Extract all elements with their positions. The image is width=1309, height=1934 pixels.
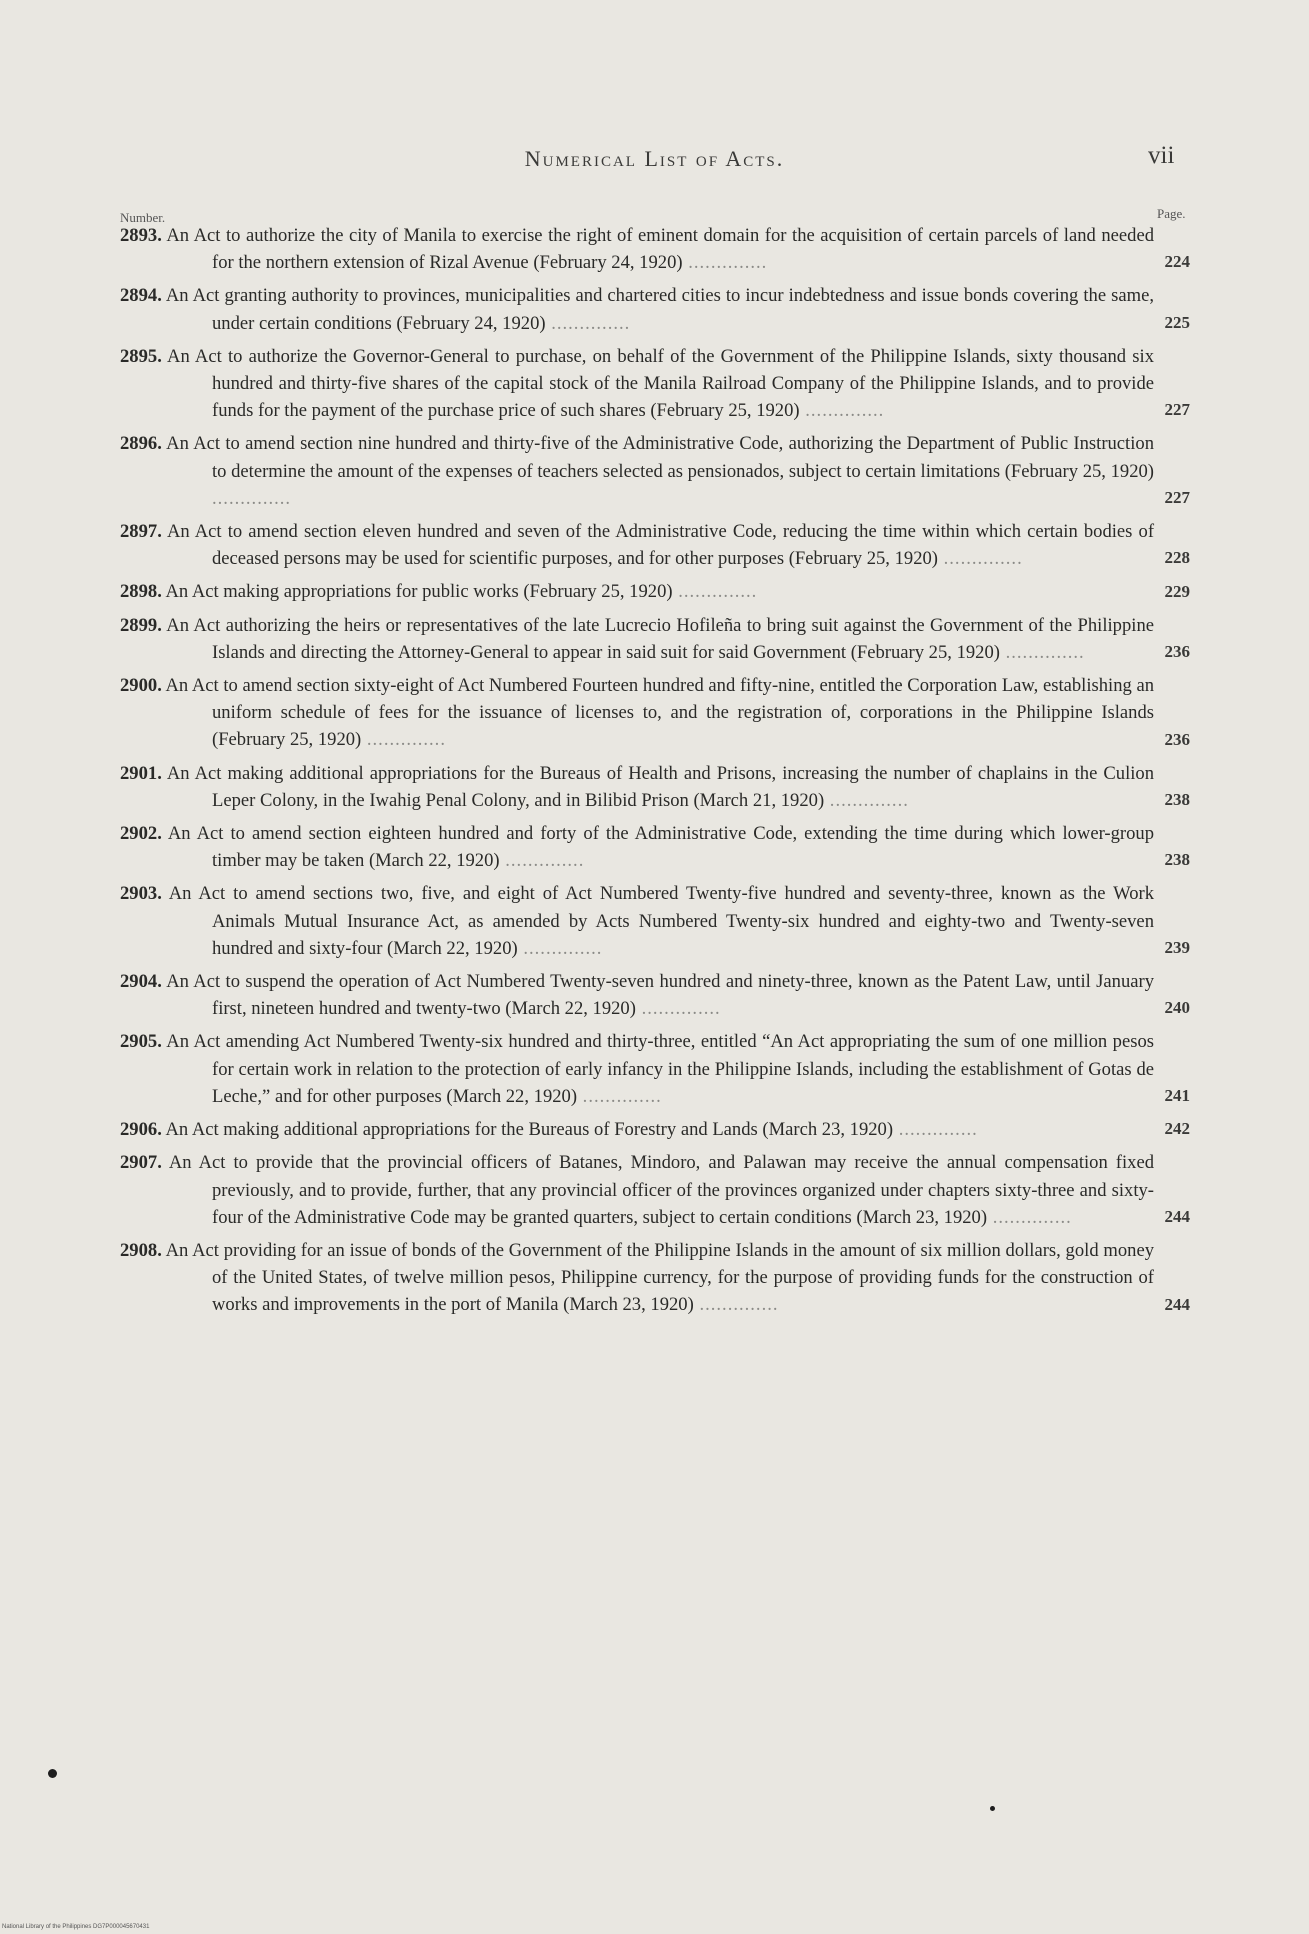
act-entry-body: [120, 1028, 1154, 1110]
act-title: An Act to amend section sixty-eight of Act Numbered Fourteen hundred and fifty-nine, entitled the Corporation Law, establishing an uniform schedule of fees for the issuance of licenses to, and the registration of, corporations in the Philippine Islands (February 25, 1920): [165, 675, 1155, 751]
act-title: An Act making additional appropriations for the Bureaus of Health and Prisons, increasing the number of chaplains in the Culion Leper Colony, in the Iwahig Penal Colony, and in Bilibid Prison (March 21, 1920): [166, 762, 1154, 811]
act-title: An Act amending Act Numbered Twenty-six hundred and thirty-three, entitled “An Act appropriating the sum of one million pesos for certain work in relation to the protection of early infancy in the Philippine Islands, including the establishment of Gotas de Leche,” and for other purposes (March 22, 1920): [166, 1031, 1154, 1107]
page-folio: vii: [1148, 142, 1175, 169]
act-entry-body: [120, 968, 1154, 1022]
dot-leader: ..............: [672, 581, 758, 603]
act-entry-body: [120, 343, 1154, 425]
act-number: 2907.: [120, 1152, 162, 1174]
act-page-number: 227: [1164, 488, 1190, 508]
act-entry: [120, 968, 1200, 1022]
act-number: 2898.: [120, 581, 162, 603]
act-title: An Act providing for an issue of bonds of the Government of the Philippine Islands in the amount of six million dollars, gold money of the United States, of twelve million pesos, Philippine currency, for the purpose of providing funds for the construction of works and improvements in the port of Manila (March 23, 1920): [165, 1239, 1155, 1316]
act-entry: [120, 880, 1200, 962]
act-entry-body: [120, 612, 1154, 666]
act-entry-body: [120, 222, 1154, 276]
act-title: An Act to amend section nine hundred and thirty-five of the Administrative Code, authorizing the Department of Public Instruction to determine the amount of the expenses of teachers selected as pensionados, subject to certain limitations (February 25, 1920): [166, 433, 1154, 482]
act-number: 2908.: [120, 1239, 162, 1261]
act-entry: [120, 1237, 1200, 1319]
act-entry-body: [120, 1149, 1154, 1231]
library-watermark: National Library of the Philippines DG7P000045670431: [2, 1924, 150, 1930]
running-head: Numerical List of Acts.: [524, 146, 785, 171]
act-entry: [120, 343, 1200, 425]
acts-list: [120, 222, 1200, 1325]
act-entry: [120, 578, 1200, 605]
dot-leader: ..............: [893, 1119, 978, 1141]
act-page-number: 225: [1164, 312, 1190, 332]
act-title: An Act to amend section eighteen hundred and forty of the Administrative Code, extending the time during which lower-group timber may be taken (March 22, 1920): [167, 823, 1154, 872]
act-title: An Act to authorize the Governor-General to purchase, on behalf of the Government of the Philippine Islands, sixty thousand six hundred and thirty-five shares of the capital stock of the Manila Railroad Company of the Philippine Islands, and to provide funds for the payment of the purchase price of such shares (February 25, 1920): [167, 345, 1154, 422]
act-page-number: 238: [1164, 850, 1190, 870]
act-page-number: 241: [1164, 1086, 1190, 1106]
dot-leader: ..............: [937, 548, 1023, 570]
dot-leader: ..............: [361, 729, 446, 751]
act-entry: [120, 760, 1200, 814]
act-number: 2895.: [120, 345, 162, 367]
act-page-number: 244: [1164, 1206, 1190, 1226]
act-title: An Act granting authority to provinces, municipalities and chartered cities to incur indebtedness and issue bonds covering the same, under certain conditions (February 24, 1920): [165, 285, 1154, 334]
dot-leader: ..............: [635, 998, 721, 1020]
act-number: 2893.: [120, 225, 162, 246]
act-title: An Act authorizing the heirs or representatives of the late Lucrecio Hofileña to bring suit against the Government of the Philippine Islands and directing the Attorney-General to appear in said suit for said Government (February 25, 1920): [166, 614, 1154, 663]
ink-speck: [48, 1769, 57, 1778]
ink-speck: [990, 1806, 995, 1811]
act-page-number: 228: [1164, 548, 1190, 568]
act-entry-body: [120, 282, 1154, 336]
dot-leader: ..............: [987, 1206, 1072, 1228]
act-entry: [120, 430, 1200, 512]
dot-leader: ..............: [824, 789, 909, 811]
dot-leader: ..............: [499, 850, 585, 872]
act-number: 2899.: [120, 614, 162, 636]
act-title: An Act making appropriations for public works (February 25, 1920): [165, 581, 673, 603]
act-title: An Act to suspend the operation of Act Numbered Twenty-seven hundred and ninety-three, known as the Patent Law, until January first, nineteen hundred and twenty-two (March 22, 1920): [166, 971, 1155, 1020]
act-number: 2903.: [120, 883, 162, 905]
dot-leader: ..............: [577, 1085, 662, 1107]
act-page-number: 242: [1164, 1119, 1190, 1139]
act-title: An Act to amend section eleven hundred and seven of the Administrative Code, reducing the time within which certain bodies of deceased persons may be used for scientific purposes, and for other purposes (February 25, 1920): [166, 521, 1155, 570]
act-entry-body: [120, 430, 1154, 512]
act-entry-body: [120, 1116, 1154, 1143]
act-page-number: 229: [1164, 581, 1190, 601]
act-page-number: 236: [1164, 729, 1190, 749]
act-entry-body: [120, 578, 1154, 605]
act-page-number: 238: [1164, 790, 1190, 810]
number-column-label: Number.: [120, 210, 166, 225]
act-page-number: 239: [1164, 938, 1190, 958]
act-entry: [120, 1028, 1200, 1110]
act-entry: [120, 282, 1200, 336]
act-number: 2905.: [120, 1031, 162, 1053]
act-title: An Act making additional appropriations for the Bureaus of Forestry and Lands (March 23, 1920): [165, 1119, 894, 1141]
act-number: 2897.: [120, 521, 162, 543]
act-number: 2904.: [120, 971, 162, 993]
act-entry-body: [120, 672, 1154, 754]
act-entry: [120, 1149, 1200, 1231]
act-number: 2894.: [120, 285, 162, 307]
dot-leader: ..............: [999, 641, 1085, 663]
act-page-number: 236: [1164, 642, 1190, 662]
act-title: An Act to provide that the provincial officers of Batanes, Mindoro, and Palawan may receive the annual compensation fixed previously, and to provide, further, that any provincial officer of the provinces organized under chapters sixty-three and sixty-four of the Administrative Code may be granted quarters, subject to certain conditions (March 23, 1920): [168, 1152, 1154, 1228]
act-page-number: 240: [1164, 998, 1190, 1018]
dot-leader: ..............: [693, 1294, 779, 1316]
act-page-number: 227: [1164, 400, 1190, 420]
act-number: 2901.: [120, 762, 162, 784]
dot-leader: ..............: [517, 937, 603, 959]
act-entry-body: [120, 1237, 1154, 1319]
act-entry-body: [120, 760, 1154, 814]
act-entry: [120, 672, 1200, 754]
act-entry: [120, 518, 1200, 572]
act-page-number: 224: [1164, 252, 1190, 272]
act-entry: [120, 1116, 1200, 1143]
dot-leader: ..............: [545, 312, 631, 334]
act-number: 2906.: [120, 1119, 162, 1141]
act-entry-body: [120, 820, 1154, 874]
act-number: 2900.: [120, 675, 162, 697]
act-entry-body: [120, 880, 1154, 962]
act-number: 2896.: [120, 433, 162, 455]
act-entry: [120, 222, 1200, 276]
act-entry: [120, 820, 1200, 874]
act-page-number: 244: [1164, 1294, 1190, 1314]
act-number: 2902.: [120, 823, 162, 845]
act-entry-body: [120, 518, 1154, 572]
dot-leader: ..............: [212, 487, 292, 509]
page-column-label: Page.: [1157, 206, 1186, 221]
dot-leader: ..............: [682, 252, 768, 274]
dot-leader: ..............: [799, 400, 885, 422]
act-title: An Act to authorize the city of Manila to exercise the right of eminent domain for the acquisition of certain parcels of land needed for the northern extension of Rizal Avenue (February 24, 1920): [166, 225, 1155, 274]
act-title: An Act to amend sections two, five, and eight of Act Numbered Twenty-five hundred and seventy-three, known as the Work Animals Mutual Insurance Act, as amended by Acts Numbered Twenty-six hundred and eighty-two and Twenty-seven hundred and sixty-four (March 22, 1920): [168, 883, 1154, 959]
act-entry: [120, 612, 1200, 666]
